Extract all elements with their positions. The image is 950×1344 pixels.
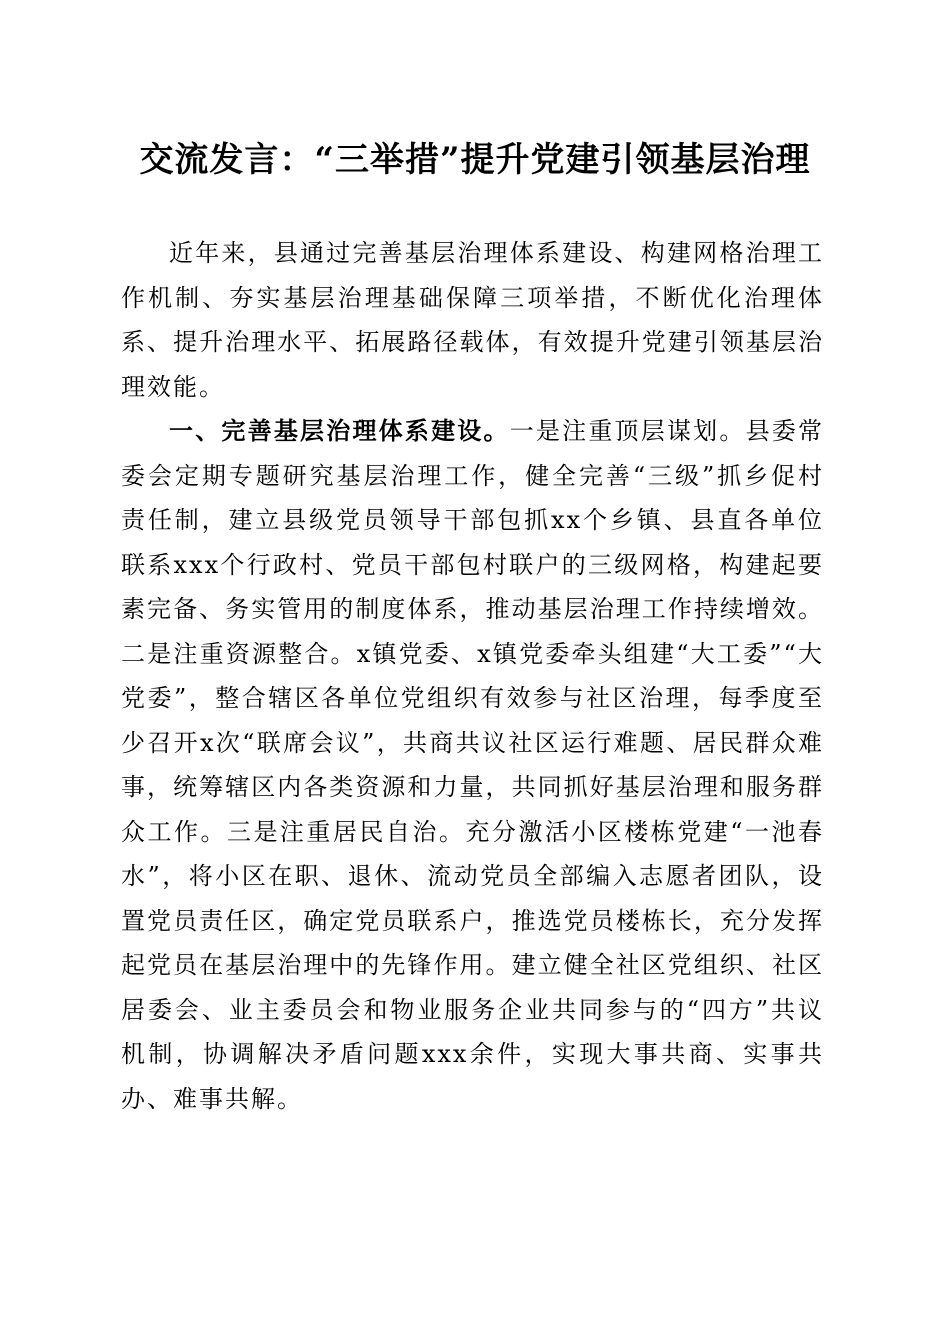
section-heading: 一、完善基层治理体系建设。 [169, 416, 510, 445]
document-title: 交流发言：“三举措”提升党建引领基层治理 [139, 140, 811, 180]
paragraph-text: 一是注重顶层谋划。县委常委会定期专题研究基层治理工作，健全完善“三级”抓乡促村责任制，建立县级党员领导干部包抓xx个乡镇、县直各单位联系xxx个行政村、党员干部包村联户的三级网格，构建起要素完备、务实管用的制度体系，推动基层治理工作持续增效。二是注重资源整合。x镇党委、x镇党委牵头组建“大工委”“大党委”，整合辖区各单位党组织有效参与社区治理，每季度至少召开x次“联席会议”，共商共议社区运行难题、居民群众难事，统筹辖区内各类资源和力量，共同抓好基层治理和服务群众工作。三是注重居民自治。充分激活小区楼栋党建“一池春水”，将小区在职、退休、流动党员全部编入志愿者团队，设置党员责任区，确定党员联系户，推选党员楼栋长，充分发挥起党员在基层治理中的先锋作用。建立健全社区党组织、社区居委会、业主委员会和物业服务企业共同参与的“四方”共议机制，协调解决矛盾问题xxx余件，实现大事共商、实事共办、难事共解。 [121, 417, 825, 1113]
paragraph-text: 近年来，县通过完善基层治理体系建设、构建网格治理工作机制、夯实基层治理基础保障三项举措，不断优化治理体系、提升治理水平、拓展路径载体，有效提升党建引领基层治理效能。 [121, 239, 824, 401]
section-one-paragraph [121, 409, 824, 1121]
intro-paragraph [121, 231, 824, 409]
document-body [121, 231, 824, 1121]
